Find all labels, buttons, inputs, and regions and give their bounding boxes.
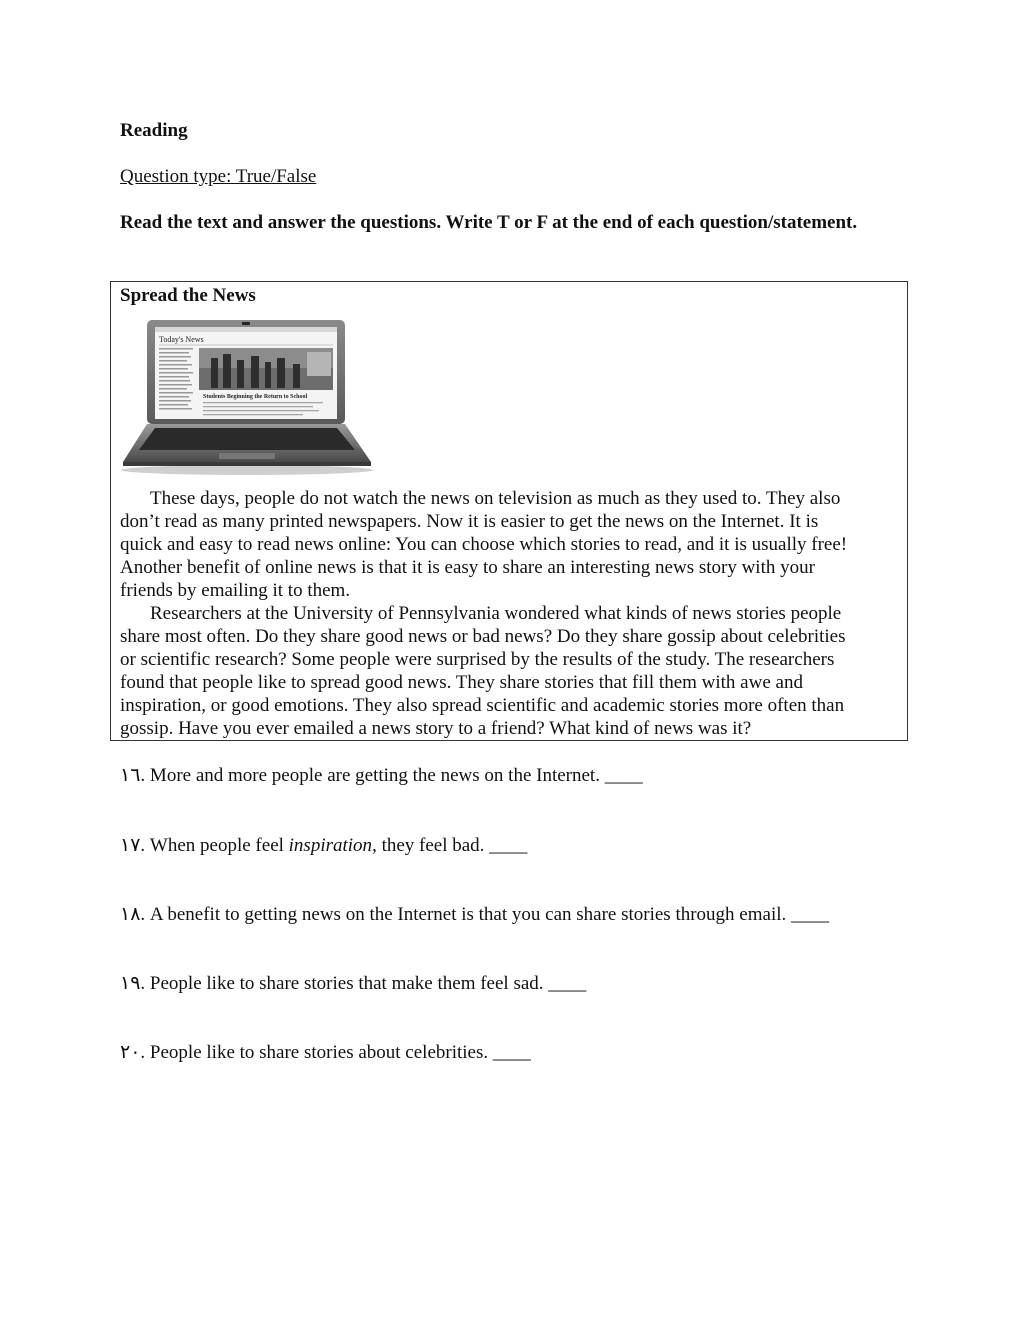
passage-line: don’t read as many printed newspapers. Now it is easier to get the news on the Internet. It is [120, 511, 819, 532]
question-type-label: Question type: True/False [120, 166, 317, 187]
answer-blank[interactable]: ____ [548, 973, 587, 994]
question-16 [120, 764, 643, 787]
question-text: . When people feel [140, 835, 289, 856]
answer-blank[interactable]: ____ [489, 835, 528, 856]
question-number: ١٩ [120, 973, 141, 994]
passage-line: Researchers at the University of Pennsylvania wondered what kinds of news stories people [150, 603, 842, 624]
question-number: ١٧ [120, 835, 141, 856]
question-17 [120, 834, 527, 857]
question-number: ١٨ [120, 904, 141, 925]
laptop-news-image [119, 318, 375, 478]
question-text-after: , they feel bad. [372, 835, 490, 856]
article-title: Spread the News [120, 285, 256, 306]
passage-line: Another benefit of online news is that it is easy to share an interesting news story with your [120, 557, 815, 578]
question-text: . More and more people are getting the news on the Internet. [140, 765, 605, 786]
question-number: ٢٠ [120, 1042, 141, 1063]
question-20 [120, 1041, 531, 1064]
question-number: ١٦ [120, 765, 141, 786]
question-italic-word: inspiration [288, 835, 373, 856]
passage-line: These days, people do not watch the news on television as much as they used to. They also [150, 488, 841, 509]
screen-header: Today's News [159, 335, 204, 344]
passage-line: inspiration, or good emotions. They also spread scientific and academic stories more often than [120, 695, 845, 716]
answer-blank[interactable]: ____ [604, 765, 643, 786]
screen-headline: Students Beginning the Return to School [203, 394, 308, 400]
article-passage [120, 487, 900, 740]
question-19 [120, 972, 586, 995]
question-text: . People like to share stories that make them feel sad. [140, 973, 549, 994]
passage-line: found that people like to spread good news. They share stories that fill them with awe and [120, 672, 803, 693]
passage-line: quick and easy to read news online: You can choose which stories to read, and it is usually free! [120, 534, 848, 555]
passage-line: share most often. Do they share good news or bad news? Do they share gossip about celebrities [120, 626, 846, 647]
passage-line: gossip. Have you ever emailed a news story to a friend? What kind of news was it? [120, 718, 752, 739]
answer-blank[interactable]: ____ [791, 904, 830, 925]
section-heading: Reading [120, 120, 188, 141]
question-18 [120, 903, 829, 926]
passage-line: friends by emailing it to them. [120, 580, 351, 601]
answer-blank[interactable]: ____ [492, 1042, 531, 1063]
article-box [110, 281, 908, 741]
question-text: . A benefit to getting news on the Internet is that you can share stories through email. [140, 904, 792, 925]
instructions: Read the text and answer the questions. Write T or F at the end of each question/statement. [120, 212, 858, 233]
question-text: . People like to share stories about celebrities. [140, 1042, 493, 1063]
passage-line: or scientific research? Some people were surprised by the results of the study. The researchers [120, 649, 835, 670]
